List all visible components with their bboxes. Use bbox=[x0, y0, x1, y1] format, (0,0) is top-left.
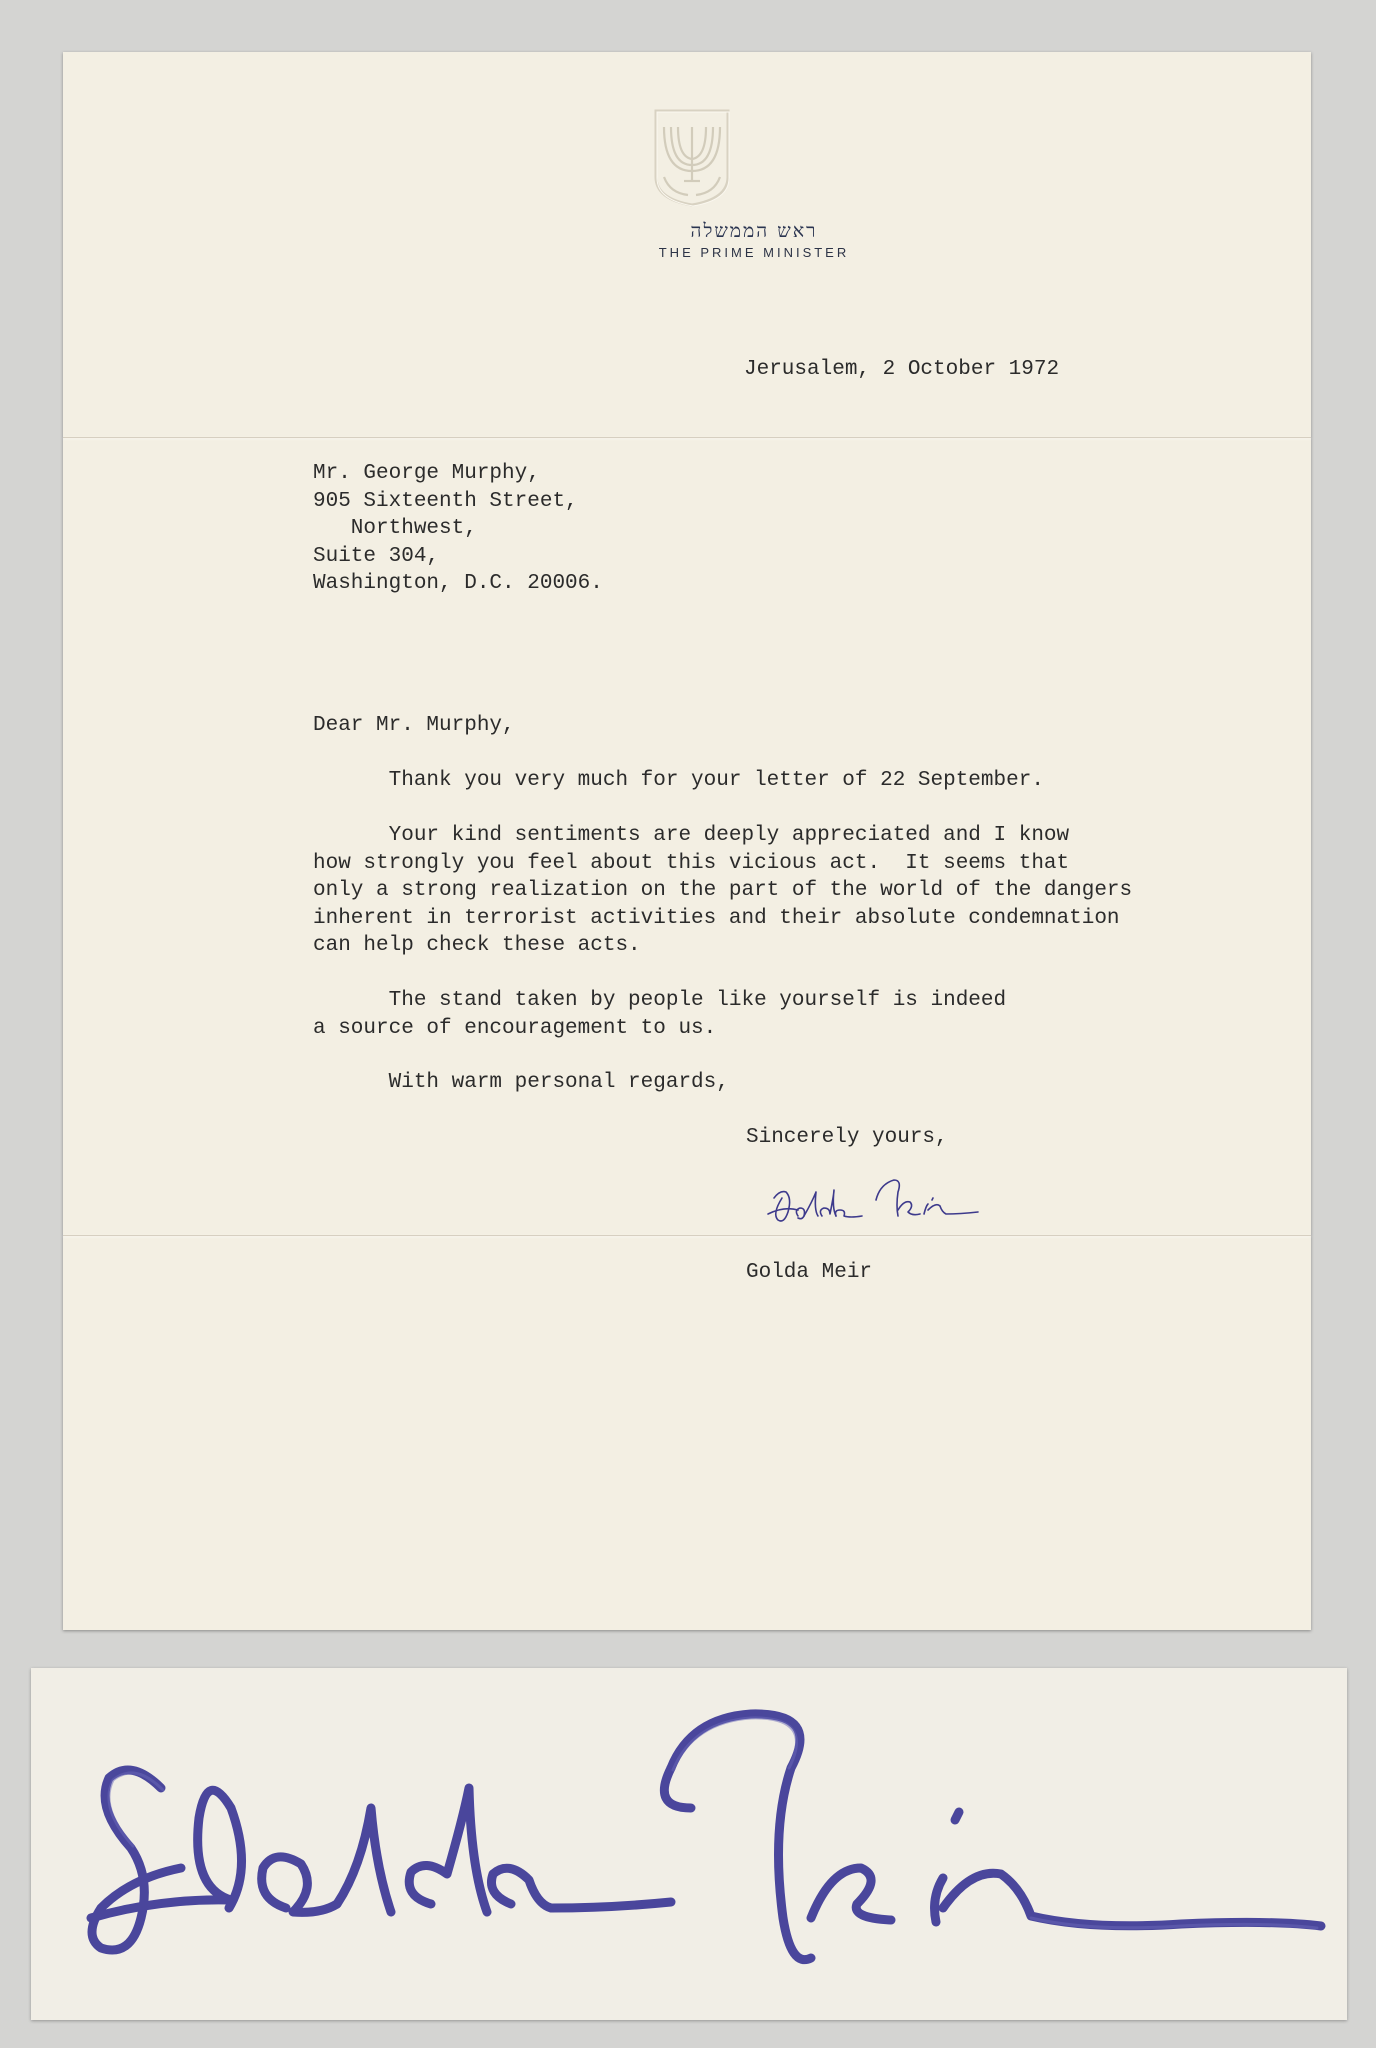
body-paragraph-2: Your kind sentiments are deeply appreciated and I know how strongly you feel about this vicious act. It seems that only a strong realization on the part of the world of the dangers inherent in terrorist activities and their absolute condemnation can help check these acts. bbox=[313, 824, 1133, 957]
body-paragraph-3: The stand taken by people like yourself is indeed a source of encouragement to us. bbox=[313, 989, 1007, 1040]
handwritten-signature bbox=[764, 1170, 1004, 1244]
closing: Sincerely yours, bbox=[746, 1126, 948, 1149]
letterhead-office-title: THE PRIME MINISTER bbox=[658, 245, 850, 260]
signer-name: Golda Meir bbox=[746, 1261, 873, 1284]
body-paragraph-1: Thank you very much for your letter of 22 September. bbox=[313, 769, 1044, 792]
body-paragraph-4: With warm personal regards, bbox=[313, 1071, 729, 1094]
letter-sheet bbox=[63, 52, 1311, 1630]
date-line: Jerusalem, 2 October 1972 bbox=[744, 358, 1060, 381]
signature-detail-panel bbox=[31, 1668, 1347, 2020]
handwritten-signature-enlarged bbox=[31, 1668, 1347, 2020]
menorah-emblem-icon bbox=[650, 107, 734, 207]
paper-fold-line bbox=[63, 1235, 1311, 1236]
paper-fold-line bbox=[63, 437, 1311, 438]
salutation: Dear Mr. Murphy, bbox=[313, 714, 515, 737]
letterhead-hebrew-title: ראש הממשלה bbox=[690, 220, 818, 242]
recipient-address: Mr. George Murphy, 905 Sixteenth Street, Northwest, Suite 304, Washington, D.C. 20006. bbox=[313, 462, 603, 595]
